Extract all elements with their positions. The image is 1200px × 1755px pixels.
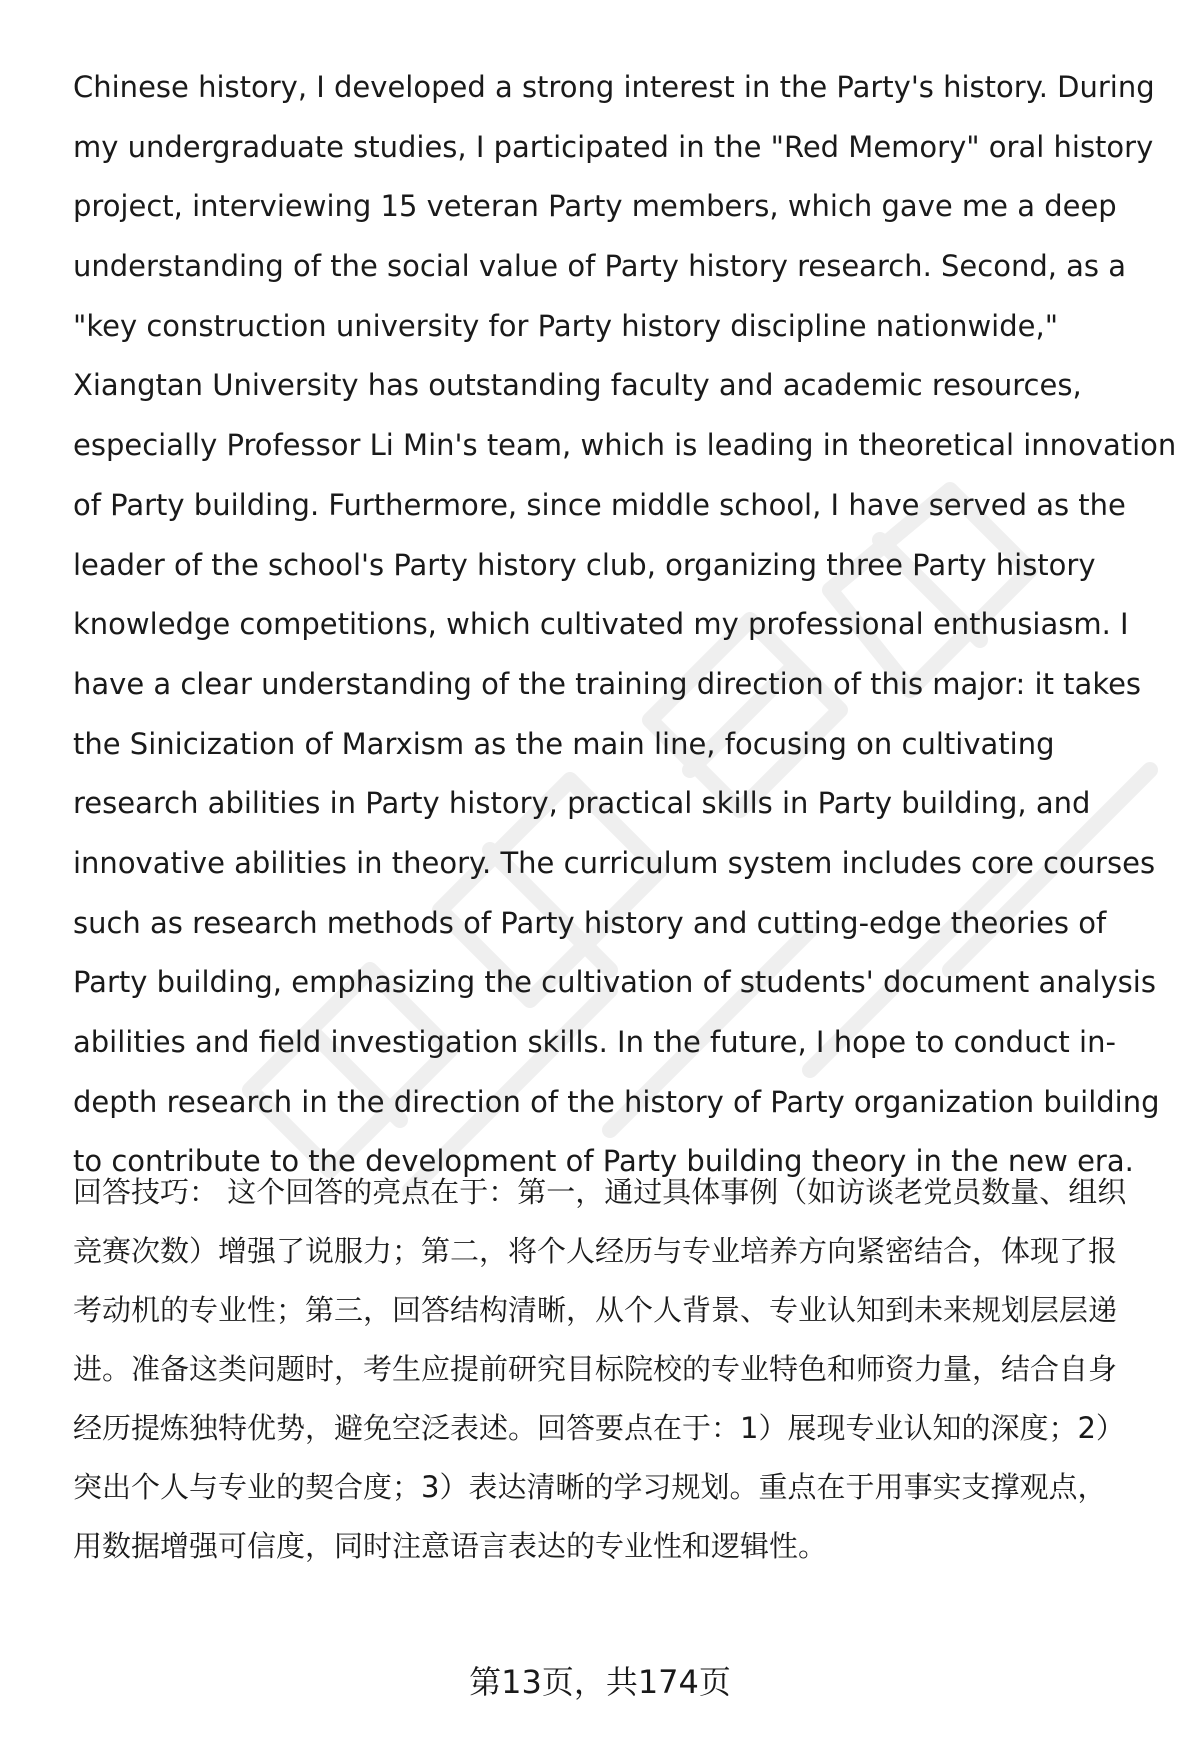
tips-line: 突出个人与专业的契合度；3）表达清晰的学习规划。重点在于用事实支撑观点， bbox=[73, 1470, 1107, 1504]
body-line: my undergraduate studies, I participated in the "Red Memory" oral history bbox=[73, 129, 1154, 164]
body-line: have a clear understanding of the training direction of this major: it takes bbox=[73, 666, 1142, 701]
body-line: leader of the school's Party history club, organizing three Party history bbox=[73, 547, 1096, 582]
page-number: 第13页，共174页 bbox=[469, 1663, 731, 1701]
body-line: such as research methods of Party history and cutting-edge theories of bbox=[73, 905, 1107, 940]
tips-line: 回答技巧： 这个回答的亮点在于：第一，通过具体事例（如访谈老党员数量、组织 bbox=[73, 1175, 1127, 1209]
answer-tips bbox=[73, 1163, 1163, 1576]
body-line: of Party building. Furthermore, since middle school, I have served as the bbox=[73, 487, 1126, 522]
body-line: depth research in the direction of the history of Party organization building bbox=[73, 1084, 1160, 1119]
body-line: the Sinicization of Marxism as the main line, focusing on cultivating bbox=[73, 726, 1055, 761]
body-line: "key construction university for Party history discipline nationwide," bbox=[73, 308, 1059, 343]
body-line: abilities and field investigation skills. In the future, I hope to conduct in- bbox=[73, 1025, 1116, 1059]
body-line: Xiangtan University has outstanding faculty and academic resources, bbox=[73, 368, 1082, 403]
body-line: research abilities in Party history, practical skills in Party building, and bbox=[73, 786, 1091, 821]
body-line: Chinese history, I developed a strong interest in the Party's history. During bbox=[73, 70, 1155, 104]
tips-line: 用数据增强可信度，同时注意语言表达的专业性和逻辑性。 bbox=[73, 1529, 828, 1563]
body-line: innovative abilities in theory. The curriculum system includes core courses bbox=[73, 845, 1156, 880]
body-line: knowledge competitions, which cultivated my professional enthusiasm. I bbox=[73, 607, 1129, 642]
answer-body bbox=[73, 58, 1177, 1192]
body-line: project, interviewing 15 veteran Party members, which gave me a deep bbox=[73, 189, 1117, 224]
tips-line: 经历提炼独特优势，避免空泛表述。回答要点在于：1）展现专业认知的深度；2） bbox=[73, 1411, 1125, 1445]
body-line: Party building, emphasizing the cultivation of students' document analysis bbox=[73, 965, 1156, 1000]
body-line: especially Professor Li Min's team, which is leading in theoretical innovation bbox=[73, 428, 1177, 463]
tips-line: 进。准备这类问题时，考生应提前研究目标院校的专业特色和师资力量，结合自身 bbox=[73, 1352, 1118, 1386]
tips-line: 竞赛次数）增强了说服力；第二，将个人经历与专业培养方向紧密结合，体现了报 bbox=[73, 1234, 1118, 1268]
body-line: to contribute to the development of Party building theory in the new era. bbox=[73, 1144, 1134, 1179]
tips-line: 考动机的专业性；第三，回答结构清晰，从个人背景、专业认知到未来规划层层递 bbox=[73, 1293, 1118, 1327]
body-line: understanding of the social value of Party history research. Second, as a bbox=[73, 249, 1127, 284]
